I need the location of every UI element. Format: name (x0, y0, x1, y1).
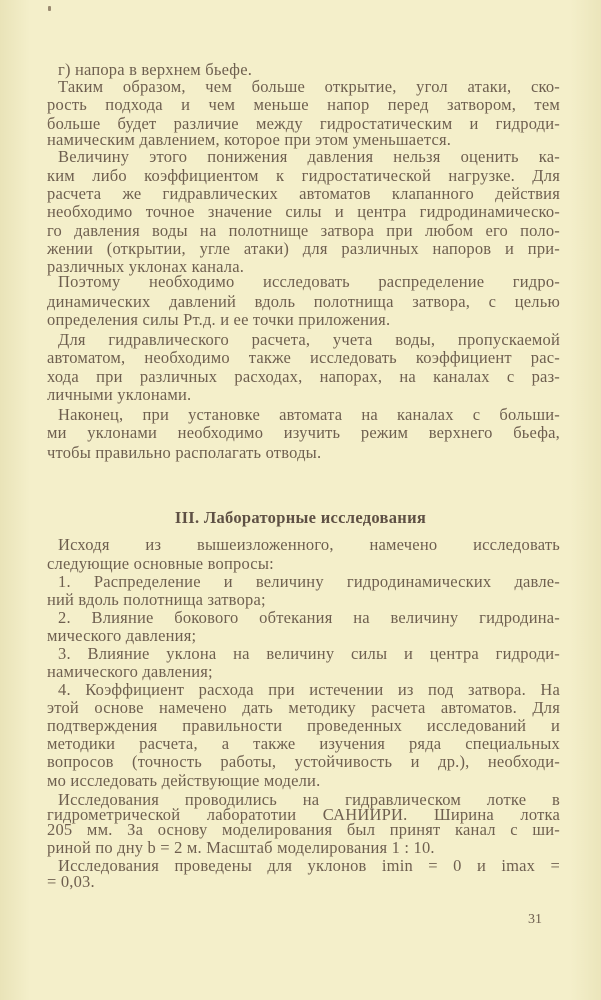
text-line: больше будет различие между гидростатическим и гидроди- (47, 114, 560, 133)
text-line: жении (открытии, угле атаки) для различных напоров и при- (47, 239, 560, 258)
text-line: гидрометрической лаборатотии САНИИРИ. Ширина лотка (47, 805, 560, 824)
text-line: подтверждения правильности проведенных исследований и (47, 716, 560, 735)
text-line: 3. Влияние уклона на величину силы и центра гидроди- (58, 644, 560, 663)
text-line: ми уклонами необходимо изучить режим верхнего бьефа, (47, 423, 560, 442)
page-number: 31 (528, 912, 542, 927)
text-line: методики расчета, а также изучения ряда специальных (47, 734, 560, 753)
text-line: го давления воды на полотнище затвора при любом его поло- (47, 221, 560, 240)
text-line: 4. Коэффициент расхода при истечении из под затвора. На (58, 680, 560, 699)
text-line: риной по дну b = 2 м. Масштаб моделирования 1 : 10. (47, 838, 435, 857)
text-line: Таким образом, чем больше открытие, угол атаки, ско- (58, 77, 560, 96)
text-line: определения силы Pт.д. и ее точки приложения. (47, 310, 391, 329)
text-line: 2. Влияние бокового обтекания на величину гидродина- (58, 608, 560, 627)
text-line: Исходя из вышеизложенного, намечено исследовать (58, 535, 560, 554)
text-line: следующие основные вопросы: (47, 554, 274, 573)
text-line: хода при различных расходах, напорах, на каналах с раз- (47, 367, 560, 386)
text-line: Поэтому необходимо исследовать распределение гидро- (58, 272, 560, 291)
text-line: мического давления; (47, 626, 197, 645)
text-line: намическим давлением, которое при этом уменьшается. (47, 130, 452, 149)
text-line: динамических давлений вдоль полотнища затвора, с целью (47, 292, 560, 311)
text-line: рость подхода и чем меньше напор перед затвором, тем (47, 95, 560, 114)
text-line: различных уклонах канала. (47, 257, 245, 276)
text-line: Исследования проводились на гидравлическом лотке в (58, 790, 560, 809)
text-line: Исследования проведены для уклонов imin = 0 и imax = (58, 856, 560, 875)
text-line: необходимо точное значение силы и центра гидродинамическо- (47, 202, 560, 221)
text-line: ний вдоль полотнища затвора; (47, 590, 266, 609)
text-line: чтобы правильно располагать отводы. (47, 443, 322, 462)
text-line: автоматом, необходимо также исследовать коэффициент рас- (47, 348, 560, 367)
text-line: вопросов (точность работы, устойчивость и др.), необходи- (47, 752, 560, 771)
section-heading: III. Лабораторные исследования (174, 508, 427, 527)
text-line: Для гидравлического расчета, учета воды, пропускаемой (58, 330, 560, 349)
text-line: г) напора в верхнем бьефе. (58, 60, 253, 79)
text-line: = 0,03. (47, 872, 95, 891)
text-line: личными уклонами. (47, 385, 192, 404)
text-line: 1. Распределение и величину гидродинамических давле- (58, 572, 560, 591)
text-line: расчета же гидравлических автоматов клапанного действия (47, 184, 560, 203)
text-line: мо исследовать действующие модели. (47, 771, 321, 790)
text-line: Величину этого понижения давления нельзя оценить ка- (58, 147, 560, 166)
text-line: намического давления; (47, 662, 213, 681)
text-line: Наконец, при установке автомата на каналах с больши- (58, 405, 560, 424)
text-line: этой основе намечено дать методику расчета автоматов. Для (47, 698, 560, 717)
text-line: 205 мм. За основу моделирования был принят канал с ши- (47, 820, 560, 839)
text-line: ким либо коэффициентом к гидростатической нагрузке. Для (47, 166, 560, 185)
print-speck (48, 6, 51, 11)
